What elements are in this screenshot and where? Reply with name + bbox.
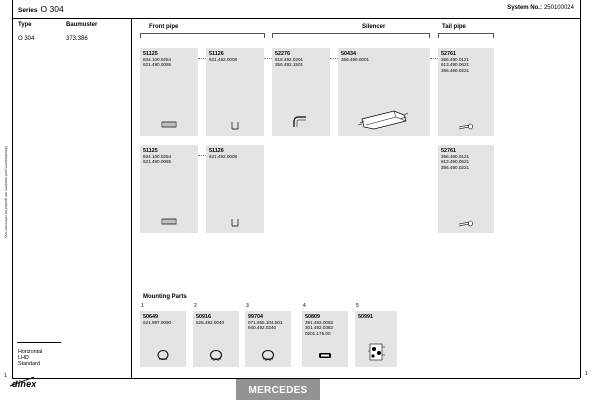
part-refs <box>441 57 469 73</box>
part-ref: 834.100.0254 <box>143 154 172 159</box>
part-number: 51125 <box>143 148 158 154</box>
mounting-index: 1 <box>141 303 144 309</box>
tail-pipe-icon <box>458 220 474 228</box>
series-value: O 304 <box>40 4 64 14</box>
part-number: 52761 <box>441 51 456 57</box>
column-divider <box>131 18 132 378</box>
baumuster-cell: 373.386 <box>66 36 88 42</box>
mounting-kit-icon <box>367 341 387 363</box>
part-refs <box>441 154 469 170</box>
part-ref: 356.492.1501 <box>275 62 304 68</box>
mounting-index: 5 <box>356 303 359 309</box>
right-border <box>580 0 581 378</box>
part-card[interactable] <box>206 145 264 233</box>
tail-pipe-icon <box>458 123 474 131</box>
part-number: 51126 <box>209 148 224 154</box>
part-ref: 834.100.0254 <box>143 57 172 62</box>
mounting-card[interactable] <box>355 303 397 367</box>
part-refs <box>305 320 333 336</box>
mounting-card[interactable] <box>245 303 291 367</box>
part-refs <box>196 320 224 325</box>
mounting-index: 2 <box>194 303 197 309</box>
part-number: 51126 <box>209 51 224 57</box>
mounting-index: 3 <box>246 303 249 309</box>
part-ref: 621.492.0008 <box>209 154 238 159</box>
part-card[interactable] <box>140 48 198 136</box>
front-pipe-bracket <box>140 33 265 38</box>
brand-banner: MERCEDES <box>236 379 320 400</box>
part-ref: 301.492.0382 <box>305 325 334 331</box>
col-type: Type <box>18 22 32 28</box>
page-mark-left: 1 <box>4 373 7 379</box>
part-ref: 621.490.0065 <box>143 159 172 165</box>
connector-line <box>330 58 338 59</box>
col-baumuster: Baumuster <box>66 22 98 28</box>
part-ref: 940.492.0240 <box>248 325 277 331</box>
part-card[interactable] <box>438 48 494 136</box>
part-number: 52276 <box>275 51 290 57</box>
flex-pipe-icon <box>161 217 177 226</box>
part-ref: 356.490.0221 <box>441 164 470 170</box>
side-note-text: Manufacturers part numbers are quoted for reference only <box>4 145 8 239</box>
type-cell: O 304 <box>18 36 35 42</box>
part-number: 50991 <box>358 314 373 320</box>
part-card[interactable] <box>438 145 494 233</box>
pipe-piece-icon <box>230 218 240 227</box>
silencer-bracket <box>272 33 430 38</box>
group-front-pipe: Front pipe <box>149 24 179 30</box>
part-ref: 621.997.0090 <box>143 320 172 325</box>
connector-line <box>198 155 206 156</box>
system-number <box>507 5 574 11</box>
part-refs <box>275 57 303 68</box>
part-ref: 356.490.0221 <box>441 67 470 73</box>
part-number: 50916 <box>196 314 211 320</box>
clamp-icon <box>156 349 170 361</box>
part-ref: 381.492.0082 <box>305 320 334 325</box>
side-note <box>1 30 9 360</box>
part-ref: 356.490.0121 <box>441 57 470 62</box>
series-header <box>18 4 64 14</box>
part-refs <box>209 154 237 159</box>
clamp-icon <box>260 349 276 361</box>
mounting-card[interactable] <box>193 303 239 367</box>
part-ref: 613.490.0621 <box>441 62 470 68</box>
tail-pipe-bracket <box>438 33 494 38</box>
clamp-icon <box>208 349 224 361</box>
header-rule <box>12 18 580 19</box>
part-card[interactable] <box>338 48 430 136</box>
left-border <box>12 0 13 378</box>
part-refs <box>209 57 237 62</box>
mounting-index: 4 <box>303 303 306 309</box>
page-mark-right: 1 <box>585 371 588 377</box>
orientation-text: Horizontal <box>18 349 43 355</box>
group-silencer: Silencer <box>362 24 386 30</box>
part-refs <box>143 154 171 165</box>
connector-line <box>430 58 438 59</box>
bent-pipe-icon <box>292 115 308 129</box>
mounting-parts-title: Mounting Parts <box>143 294 187 300</box>
silencer-icon <box>356 107 410 133</box>
part-number: 51125 <box>143 51 158 57</box>
system-value: 250100024 <box>543 5 574 11</box>
part-ref: 356.490.0001 <box>341 57 370 62</box>
bottom-info-rule <box>17 342 61 343</box>
part-number: 52761 <box>441 148 456 154</box>
config-info <box>18 349 42 368</box>
dinex-logo: dinex <box>12 379 37 389</box>
part-number: 50809 <box>305 314 320 320</box>
part-ref: 625.492.0040 <box>196 320 225 325</box>
part-ref: 613.490.0621 <box>441 159 470 165</box>
part-number: 50649 <box>143 314 158 320</box>
part-number: 99704 <box>248 314 263 320</box>
mounting-card[interactable] <box>140 303 186 367</box>
system-label: System No.: <box>507 5 542 11</box>
variant-text: Standard <box>18 361 40 368</box>
part-card[interactable] <box>272 48 330 136</box>
series-label: Series <box>18 7 38 14</box>
connector-line <box>264 58 272 59</box>
part-ref: 621.490.0065 <box>143 62 172 68</box>
group-tail-pipe: Tail pipe <box>442 24 466 30</box>
part-refs <box>143 320 171 325</box>
part-card[interactable] <box>140 145 198 233</box>
connector-line <box>198 58 206 59</box>
pipe-piece-icon <box>230 121 240 130</box>
part-ref: 356.490.0121 <box>441 154 470 159</box>
flex-pipe-icon <box>161 120 177 129</box>
part-ref: 071.555.104.501 <box>248 320 283 325</box>
part-ref: 618.492.0201 <box>275 57 304 62</box>
gasket-icon <box>318 352 332 359</box>
part-ref: 0201.175.00 <box>305 330 331 336</box>
part-number: 50434 <box>341 51 356 57</box>
part-card[interactable] <box>206 48 264 136</box>
part-ref: 621.492.0008 <box>209 57 238 62</box>
part-refs <box>341 57 369 62</box>
part-refs <box>248 320 283 331</box>
part-refs <box>143 57 171 68</box>
drive-side-text: LHD <box>18 355 29 362</box>
mounting-card[interactable] <box>302 303 348 367</box>
